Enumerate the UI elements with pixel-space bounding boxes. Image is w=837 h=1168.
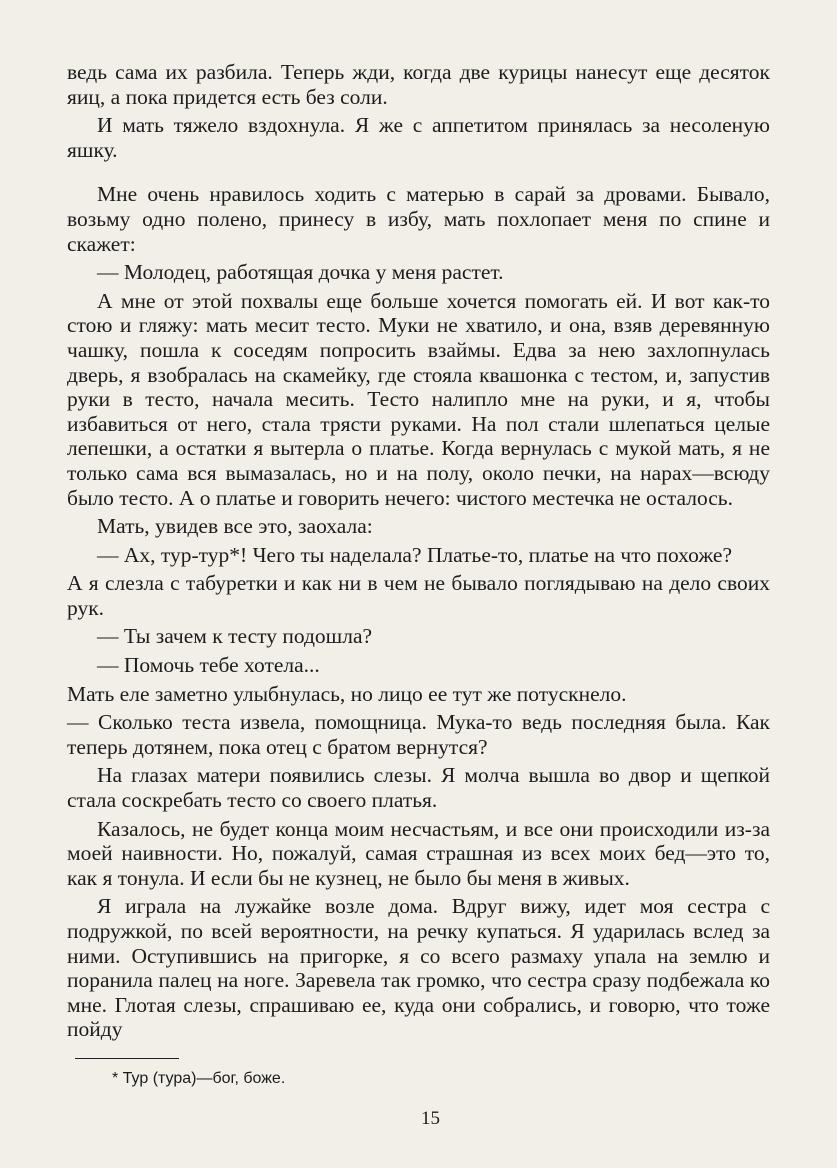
- paragraph: ведь сама их разбила. Теперь жди, когда две курицы нанесут еще десяток яиц, а пока придется есть без соли.: [67, 60, 770, 109]
- page-number: 15: [421, 1108, 440, 1129]
- paragraph: Мать еле заметно улыбнулась, но лицо ее тут же потускнело.: [67, 681, 627, 706]
- paragraph: Казалось, не будет конца моим несчастьям, и все они происходили из-за моей наивности. Но, пожалуй, самая страшная из всех моих бед—это то, как я тонула. И если бы не кузнец, не было бы меня в живых.: [67, 816, 770, 890]
- paragraph: — Ты зачем к тесту подошла?: [97, 624, 373, 649]
- paragraph: Мать, увидев все это, заохала:: [97, 514, 373, 539]
- body-text: [67, 60, 770, 1046]
- paragraph: На глазах матери появились слезы. Я молча вышла во двор и щепкой стала соскребать тесто со своего платья.: [67, 763, 770, 813]
- footnote: * Тур (тура)—бог, боже.: [112, 1070, 286, 1087]
- paragraph: И мать тяжело вздохнула. Я же с аппетитом принялась за несоленую яшку.: [67, 113, 770, 162]
- paragraph: Мне очень нравилось ходить с матерью в сарай за дровами. Бывало, возьму одно полено, принесу в избу, мать похлопает меня по спине и скажет:: [67, 182, 770, 256]
- paragraph: — Сколько теста извела, помощница. Мука-то ведь последняя была. Как теперь дотянем, пока отец с братом вернутся?: [67, 710, 770, 759]
- paragraph: Я играла на лужайке возле дома. Вдруг вижу, идет моя сестра с подружкой, по всей вероятности, на речку купаться. Я ударилась вслед за ними. Оступившись на пригорке, я со всего размаху упала на землю и поранила палец на ноге. Заревела так громко, что сестра сразу подбежала ко мне. Глотая слезы, спрашиваю ее, куда они собрались, и говорю, что тоже пойду: [67, 894, 770, 1042]
- paragraph: А я слезла с табуретки и как ни в чем не бывало поглядываю на дело своих рук.: [67, 571, 770, 620]
- paragraph: А мне от этой похвалы еще больше хочется помогать ей. И вот как-то стою и гляжу: мать месит тесто. Муки не хватило, и она, взяв деревянную чашку, пошла к соседям попросить взаймы. Едва за нею захлопнулась дверь, я взобралась на скамейку, где стояла квашонка с тестом, и, запустив руки в тесто, начала месить. Тесто налипло мне на руки, и я, чтобы избавиться от него, стала трясти руками. На пол стали шлепаться целые лепешки, а остатки я вытерла о платье. Когда вернулась с мукой мать, я не только сама вся вымазалась, но и на полу, около печки, на нарах—всюду было тесто. А о платье и говорить нечего: чистого местечка не осталось.: [67, 288, 770, 510]
- footnote-divider: [75, 1058, 179, 1059]
- paragraph: — Помочь тебе хотела...: [97, 653, 320, 678]
- paragraph: — Ах, тур-тур*! Чего ты наделала? Платье-то, платье на что похоже?: [97, 542, 732, 567]
- section-gap: [67, 166, 770, 182]
- paragraph: — Молодец, работящая дочка у меня растет.: [97, 260, 504, 285]
